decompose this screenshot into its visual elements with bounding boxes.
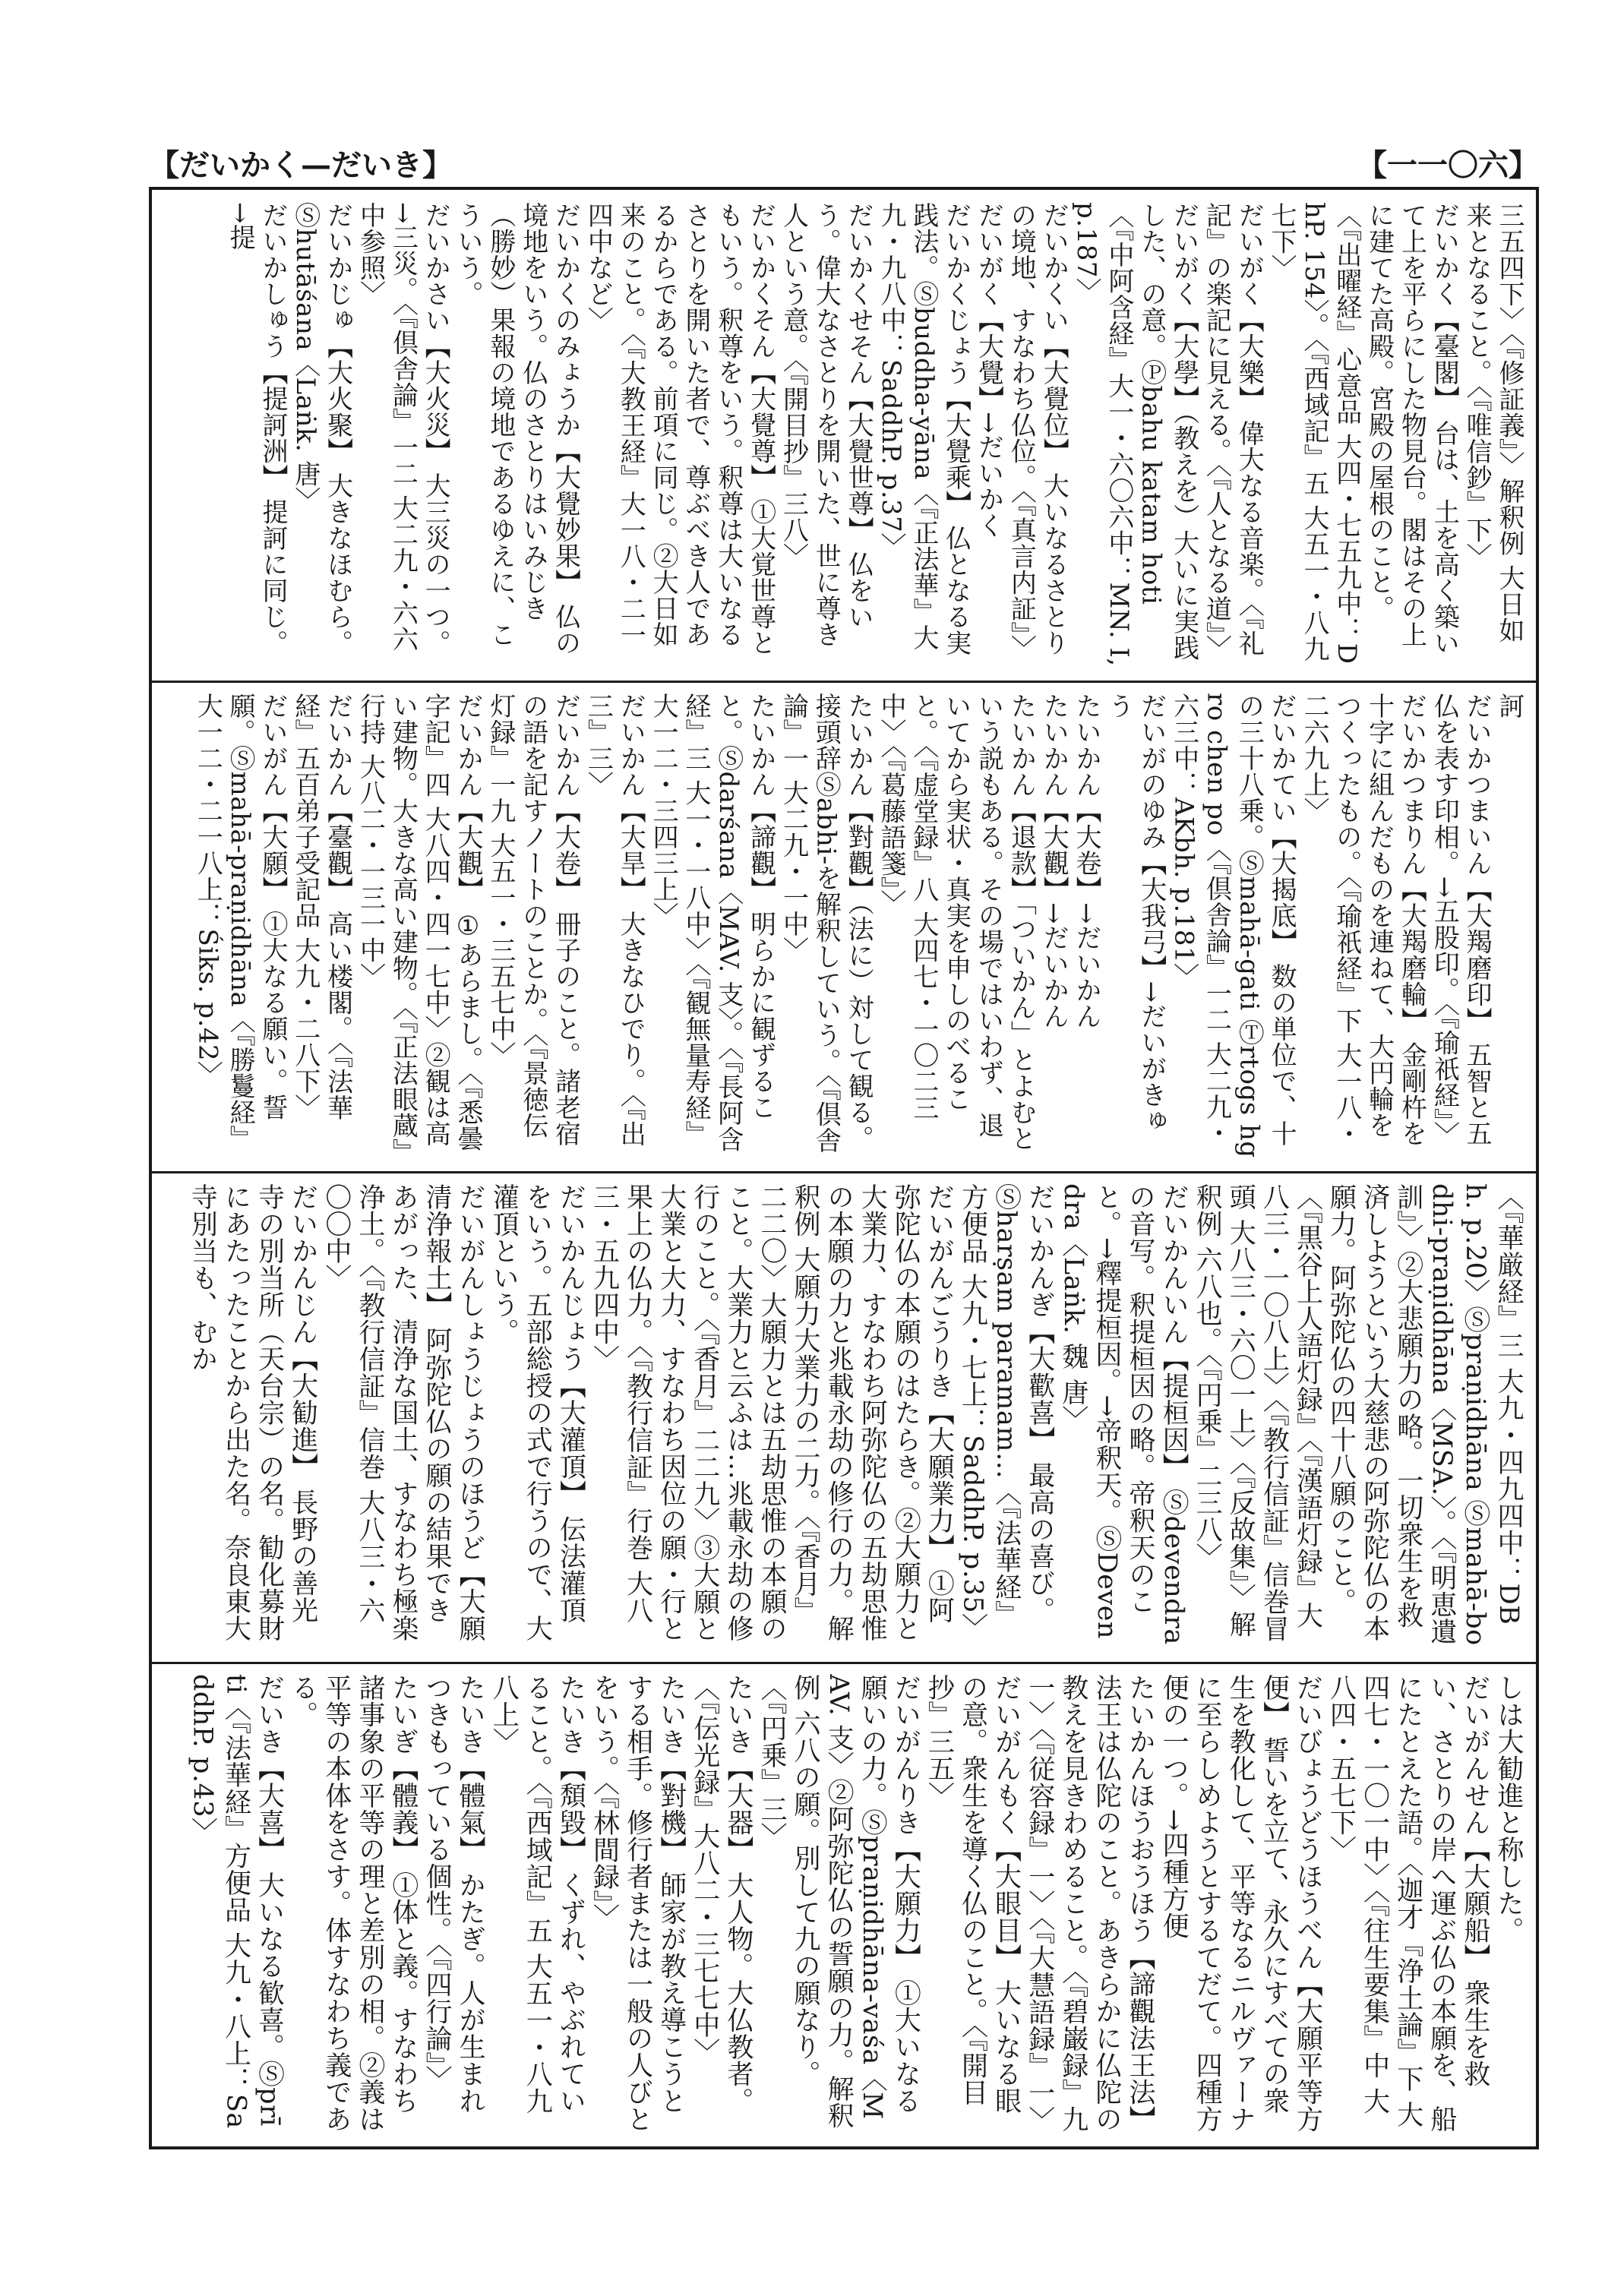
dictionary-entry: だいがく【大學】（教えを）大いに実践した、の意。Ⓟbahu katam hoti〈『中阿含経』大一・六〇六中：MN. I, p.187〉 bbox=[1071, 202, 1199, 667]
dictionary-entry: だいかん【大觀】 ①あらまし。〈『悉曇字記』四 大八四・四一七中〉②観は高い建物。大きな高い建物。〈『正法眼蔵』行持 大八二・一三一中〉 bbox=[355, 693, 483, 1152]
dictionary-entry: だいがく【大樂】 偉大なる音楽。〈『礼記』の楽記に見える。〈『人となる道』〉 bbox=[1201, 202, 1265, 662]
dictionary-entry: だいかんじん【大勧進】 長野の善光寺の別当所（天台宗）の名。勧化募財にあたったことから出た名。奈良東大寺別当も、むか bbox=[187, 1183, 318, 1642]
dictionary-entry: たいき【對機】 師家が教え導こうとする相手。修行者または一般の人びとをいう。〈『林間録』〉 bbox=[589, 1674, 687, 2133]
dictionary-entry: だいかつまりん【大羯磨輪】 金剛杵を十字に組んだものを連ねて、大円輪をつくったもの。〈『瑜祇経』下 大一八・二六九上〉 bbox=[1298, 693, 1427, 1148]
dictionary-entry: しは大勧進と称した。 bbox=[1493, 1674, 1524, 1944]
tier-4 bbox=[152, 1662, 1536, 2148]
dictionary-entry: だいかさい【大火災】 大三災の一つ。→三災。〈『倶舎論』一二 大二九・六六中参照〉 bbox=[355, 202, 451, 656]
dictionary-entry: だいかてい【大揭底】 数の単位で、十の三十八乗。Ⓢmahā-gati Ⓣrtogs hgro chen po〈『倶舎論』一二 大二九・六三中：AKbh. p.181〉 bbox=[1168, 693, 1297, 1158]
dictionary-entry: たいかん【諦觀】 明らかに観ずること。Ⓢdarśana〈MAV. 支〉。〈『長阿含経』三 大一・一八中〉〈『観無量寿経』大一二・三四三上〉 bbox=[648, 693, 776, 1153]
page-number: 【一一〇六】 bbox=[1357, 147, 1539, 183]
tier-4-text bbox=[163, 1674, 1525, 2136]
tier-1 bbox=[152, 190, 1536, 683]
dictionary-entry: だいがんもく【大眼目】 大いなる眼の意。衆生を導く仏のこと。〈『開目抄』三五〉 bbox=[924, 1674, 1022, 2115]
dictionary-entry: 訶 bbox=[1494, 693, 1524, 719]
dictionary-entry: だいかく【臺閣】 台は、土を高く築いて上を平らにした物見台。閣はその上に建てた高殿。宮殿の屋根のこと。〈『出曜経』心意品 大四・七五九中：DhP. 154〉。〈『西域記』五 大五一・八九七下〉 bbox=[1266, 202, 1460, 665]
page-header bbox=[149, 141, 1539, 187]
dictionary-entry: だいかんじょう【大灌頂】 伝法灌頂をいう。五部総授の式で行うので、大灌頂という。 bbox=[488, 1183, 586, 1642]
tier-2 bbox=[152, 681, 1536, 1173]
dictionary-entry: だいがんせん【大願船】 衆生を救い、さとりの岸へ運ぶ仏の本願を、船にたとえた語。〈迦才『浄土論』下 大四七・一〇一中〉〈『往生要集』中 大八四・五七下〉 bbox=[1325, 1674, 1490, 2133]
dictionary-entry: だいびょうどうほうべん【大願平等方便】 誓いを立て、永久にすべての衆生を教化して、平等なるニルヴァーナに至らしめようとするてだて。四種方便の一つ。→四種方便 bbox=[1158, 1674, 1323, 2133]
dictionary-entry: 〈『華厳経』三 大九・四九四中：DBh. p.20〉Ⓢpraṇidhāna Ⓢmahā-bodhi-praṇidhāna〈MSA.〉。〈『明恵遺訓』〉②大悲願力の略。一切衆生を救済しようという大慈悲の阿弥陀仏の本願力。阿弥陀仏の四十八願のこと。〈『黒谷上人語灯録』〈『漢語灯録』大八三・一〇八上〉〈『教行信証』信巻冒頭 大八三・六〇一上〉〈『反故集』〉解釈例 六八也。〈『円乗』二三八〉 bbox=[1192, 1183, 1524, 1646]
dictionary-entry: だいき【大喜】 大いなる歓喜。Ⓢprīti〈『法華経』方便品 大九・八上：SaddhP. p.43〉 bbox=[187, 1674, 285, 2129]
dictionary-entry: だいかん【大旱】 大きなひでり。〈『出三』三〉 bbox=[583, 693, 646, 1148]
dictionary-entry: だいかんぎ【大歡喜】 最高の喜び。Ⓢharṣam paramam…〈『法華経』方便品 大九・七上：SaddhP. p.35〉 bbox=[957, 1183, 1055, 1641]
dictionary-entry: だいかくせそん【大覺世尊】 仏をいう。偉大なさとりを開いた、世に尊き人という意。〈『開目抄』三八〉 bbox=[778, 202, 874, 648]
dictionary-entry: 三五四下〉〈『修証義』〉解釈例 大日如来となること。〈『唯信鈔』下〉 bbox=[1461, 202, 1524, 644]
dictionary-entry: たいかん【大觀】→だいかん bbox=[1038, 693, 1070, 1029]
dictionary-entry: だいかしゅう【提訶洲】 提訶に同じ。→提 bbox=[225, 202, 288, 656]
tier-2-text bbox=[163, 693, 1525, 1159]
tier-3-text bbox=[163, 1183, 1525, 1650]
dictionary-entry: だいがのゆみ【大我弓】→だいがきゅう bbox=[1103, 693, 1167, 1134]
dictionary-entry: たいかん【退款】「ついかん」とよむという説もある。その場ではいわず、退いてから実状・真実を申しのべること。〈『虚堂録』八 大四七・一〇二三中〉〈『葛藤語箋』〉 bbox=[875, 693, 1037, 1151]
dictionary-entry: たいき【體氣】 かたぎ。人が生まれつきもっている個性。〈『四行論』〉 bbox=[422, 1674, 486, 2115]
dictionary-entry: だいがん【大願】 ①大なる願い。誓願。Ⓢmahā-praṇidhāna〈『勝鬘経』大一二・二一八上：Śiks. p.42〉 bbox=[192, 693, 288, 1152]
dictionary-entry: たいかんほうおうほう【諦觀法王法】 法王は仏陀のこと。あきらかに仏陀の教えを見きわめること。〈『碧巌録』九一〉〈『従容録』一〉〈『大慧語録』一〉 bbox=[1024, 1674, 1155, 2133]
dictionary-entry: だいかんいん【提桓因】 Ⓢdevendra の音写。釈提桓因の略。帝釈天のこと。→釋提桓因。→帝釈天。ⓈDevendra〈Laṅk. 魏 唐〉 bbox=[1057, 1183, 1190, 1645]
dictionary-entry: だいがんりき【大願力】 ①大いなる願いの力。Ⓢpraṇidhāna-vaśa〈MAV. 支〉②阿弥陀仏の誓願の力。解釈例 六八の願。別して九の願なり。〈『円乗』三〉 bbox=[756, 1674, 921, 2130]
dictionary-entry: だいがく【大覺】→だいかく bbox=[973, 202, 1004, 538]
dictionary-page-frame bbox=[149, 187, 1539, 2149]
dictionary-entry: だいかん【臺觀】 高い楼閣。〈『法華経』五百弟子受記品 大九・二八下〉 bbox=[289, 693, 353, 1121]
dictionary-entry: だいかん【大卷】 冊子のこと。諸老宿の語を記すノートのことか。〈『景徳伝灯録』一九 大五一・三五七中〉 bbox=[485, 693, 581, 1147]
dictionary-entry: だいかつまいん【大羯磨印】 五智と五仏を表す印相。→五股印。〈『瑜祇経』〉 bbox=[1429, 693, 1493, 1148]
dictionary-entry: たいぎ【體義】 ①体と義。すなわち諸事象の平等の理と差別の相。②義は平等の本体をさす。体すなわち義である。 bbox=[287, 1674, 419, 2133]
tier-1-text bbox=[163, 202, 1525, 668]
tier-3 bbox=[152, 1171, 1536, 1664]
dictionary-entry: だいかくそん【大覺尊】 ①大覚世尊ともいう。釈尊をいう。釈尊は大いなるさとりを開いた者で、尊ぶべき人であるからである。前項に同じ。②大日如来のこと。〈『大教王経』大一八・二一四中など〉 bbox=[583, 202, 776, 656]
dictionary-entry: だいかじゅ【大火聚】 大きなほむら。Ⓢhutāśana〈Laṅk. 唐〉 bbox=[289, 202, 353, 656]
running-head: 【だいかく—だいき】 bbox=[149, 147, 453, 183]
dictionary-entry: たいき【大器】 大人物。大仏教者。〈『伝光録』大八二・三七七中〉 bbox=[689, 1674, 754, 2115]
dictionary-entry: だいかくじょう【大覺乘】 仏となる実践法。Ⓢbuddha-yāna〈『正法華』大九・九八中：SaddhP. p.37〉 bbox=[875, 202, 972, 656]
dictionary-entry: だいがんしょうじょうのほうど【大願清浄報土】 阿弥陀仏の願の結果できあがった、清浄な国土、すなわち極楽浄土。〈『教行信証』信巻 大八三・六〇〇中〉 bbox=[321, 1183, 486, 1642]
dictionary-entry: たいかん【大卷】→だいかん bbox=[1071, 693, 1102, 1029]
dictionary-entry: たいき【頽毀】 くずれ、やぶれていること。〈『西域記』五 大五一・八九八上〉 bbox=[488, 1674, 586, 2115]
dictionary-entry: だいかくのみょうか【大覺妙果】 仏の境地をいう。仏のさとりはいみじき（勝妙）果報の境地であるゆえに、こういう。 bbox=[453, 202, 581, 656]
dictionary-entry: だいかくい【大覺位】 大いなるさとりの境地、すなわち仏位。〈『真言内証』〉 bbox=[1006, 202, 1070, 662]
dictionary-entry: だいがんごうりき【大願業力】 ①阿弥陀仏の本願のはたらき。②大願力と大業力、すなわち阿弥陀仏の五劫思惟の本願の力と兆載永劫の修行の力。解釈例 大願力大業力の二力。〈『香月』二二〇〉大願力とは五劫思惟の本願のこと。大業力と云ふは…兆載永劫の修行のこと。〈『香月』二二九〉③大願と大業と大力、すなわち因位の願・行と果上の仏力。〈『教行信証』行巻 大八三・五九四中〉 bbox=[589, 1183, 955, 1642]
dictionary-entry: たいかん【對觀】（法に）対して観る。接頭辞Ⓢabhi-を解釈していう。〈『倶舎論』一 大二九・一中〉 bbox=[778, 693, 874, 1154]
